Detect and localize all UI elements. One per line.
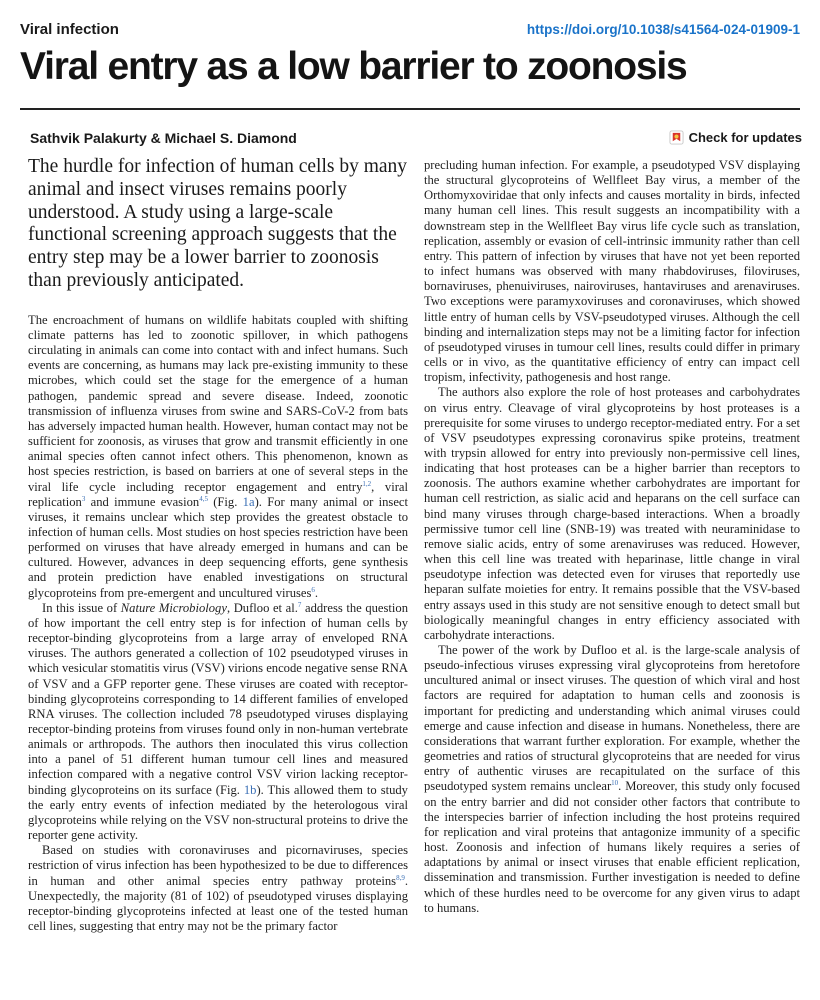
doi-link[interactable]: https://doi.org/10.1038/s41564-024-01909-1 (526, 21, 800, 37)
check-for-updates-button[interactable] (669, 130, 802, 145)
standfirst: The hurdle for infection of human cells by many animal and insect viruses remains poorly understood. A study using a large-scale functional screening approach suggests that the entry step may be a lower barrier to zoonosis than previously anticipated. (28, 156, 408, 291)
article-title: Viral entry as a low barrier to zoonosis (20, 45, 687, 88)
body-paragraph: precluding human infection. For example, a pseudotyped VSV displaying the structural glycoproteins of Wellfleet Bay virus, a member of the Orthomyxoviridae that only infects and causes mortality in birds, infected many human cell lines. This result suggests an incompatibility with a downstream step in the Wellfleet Bay virus life cycle such as translation, replication, assembly or evasion of cell-intrinsic immunity rather than cell entry. This pattern of infection by viruses that have not yet been reported to infect humans was observed with many rhabdoviruses, filoviruses, bornaviruses, phenuiviruses, nairoviruses, hantaviruses and arenaviruses. Two exceptions were paramyxoviruses and coronaviruses, which showed little entry of human cells by VSV-pseudotyped viruses. Although the cell binding and internalization steps may not be a limiting factor for infection of pseudotyped viruses in tumour cell lines, results could differ in primary cells or in vivo, as the quantitative efficiency of entry can impact cell tropism, infectivity, pathogenesis and host range. (424, 158, 800, 385)
body-paragraph: Based on studies with coronaviruses and picornaviruses, species restriction of virus infection has been hypothesized to be due to differences in human and other animal species entry pathway proteins$^{8,9}$. Unexpectedly, the majority (81 of 102) of pseudotyped viruses displaying receptor-binding glycoproteins infected at least one of the tested human cell lines, suggesting that entry may not be the primary factor (28, 843, 408, 934)
header-bar (20, 18, 800, 40)
reference-link[interactable]: 6 (311, 585, 315, 594)
left-column (28, 156, 408, 934)
right-column (424, 158, 800, 916)
check-updates-label: Check for updates (688, 130, 802, 145)
body-paragraph: The power of the work by Dufloo et al. is the large-scale analysis of pseudo-infectious viruses expressing viral glycoproteins from heretofore uncultured animal or insect viruses. The question of which viral and host factors are required for adaptation to human cells and zoonosis is important for predicting and understanding which animal viruses could emerge and cause infection and disease in humans. Nonetheless, there are considerations that warrant further exploration. For example, whether the geometries and ratios of structural glycoproteins that are needed for virus entry of authentic viruses are recapitulated on the surface of this pseudotyped system remains unclear$^{10}$. Moreover, this study only focused on the entry barrier and did not consider other factors that contribute to the interspecies barrier of infection including the host proteins required for replication and viral proteins that antagonize immunity of a specific host. Zoonosis and infection of humans likely requires a series of adaptations by animal or insect viruses that enable efficient replication, dissemination and transmission. Further investigation is needed to define which of these hurdles need to be overcome for any given virus to adapt to humans. (424, 643, 800, 915)
reference-link[interactable]: 3 (81, 494, 86, 503)
journal-name: Nature Microbiology (120, 600, 227, 615)
section-label: Viral infection (20, 20, 119, 38)
author-list: Sathvik Palakurty & Michael S. Diamond (30, 130, 297, 146)
figure-link[interactable]: 1a (242, 494, 255, 509)
reference-link[interactable]: 1,2 (362, 479, 372, 488)
body-paragraph: In this issue of Nature Microbiology, Dufloo et al.$^7$ address the question of how important the cell entry step is for infection of human cells by receptor-binding glycoproteins from a large array of enveloped RNA viruses. The authors generated a collection of 102 pseudotyped viruses in which vesicular stomatitis virus (VSV) virions encode negative sense RNA of VSV and a GFP reporter gene. These viruses are coated with receptor-binding glycoproteins corresponding to 14 different families of enveloped RNA viruses. The collection included 78 pseudotyped viruses displaying receptor-binding proteins from viruses found only in non-human vertebrate animals or arthropods. The authors then inoculated this virus collection into a panel of 51 different human tumour cell lines and measured infection compared with a negative control VSV virion lacking receptor-binding glycoproteins on its surface (Fig. 1b). This allowed them to study the early entry events of infection mediated by the heterologous viral glycoproteins while relying on the VSV non-structural proteins to drive the reporter gene activity. (28, 600, 409, 843)
reference-link[interactable]: 8,9 (396, 873, 405, 882)
check-updates-icon (669, 130, 684, 145)
reference-link[interactable]: 7 (297, 600, 302, 609)
body-paragraph: The encroachment of humans on wildlife habitats coupled with shifting climate patterns has led to zoonotic spillover, in which pathogens circulating in animals can come into contact with and infect humans. Such events are concerning, as humans may lack pre-existing immunity to these microbes, which could set the stage for the emergence of a human pathogen, pandemic spread and severe disease. Indeed, zoonotic transmission of influenza viruses from swine and SARS-CoV-2 from bats has adversely impacted human health. However, human contact may not be sufficient for zoonosis, as viruses that grow and transmit efficiently in one animal species often cannot infect others. This phenomenon, known as host species restriction, is based on barriers at one of several steps in the viral life cycle including receptor engagement and entry$^{1,2}$, viral replication$^3$ and immune evasion$^{4,5}$ (Fig. 1a). For many animal or insect viruses, it remains unclear which step provides the greatest obstacle to infection of human cells. Most studies on host species restriction have been performed on viruses that have already emerged in humans and can be cultured. However, advances in deep sequencing efforts, gene synthesis and protein prediction have enabled investigations on structural glycoproteins from pre-emergent and uncultured viruses$^6$. (28, 312, 408, 600)
figure-link[interactable]: 1b (243, 782, 257, 797)
title-divider (20, 108, 800, 110)
reference-link[interactable]: 4,5 (199, 494, 208, 503)
body-paragraph: The authors also explore the role of host proteases and carbohydrates on virus entry. Cleavage of viral glycoproteins by host proteases is a prerequisite for some viruses to undergo receptor-mediated entry. For a set of VSV pseudotypes expressing coronavirus spike proteins, treatment with trypsin allowed for entry into previously non-permissive cell lines, indicating that host proteases can be a higher barrier than receptors to zoonosis. The authors examine whether carbohydrates are important for human cell restriction, as sialic acid and heparans on the cell surface can bind many viruses through charge-based interactions. When a broadly permissive tumor cell line (SNB-19) was treated with neuraminidase to remove sialic acids, entry of some arenaviruses was reduced. However, when this cell line was treated with heparinase, little change in viral pseudotype infection was detected even for viruses that reportedly use heparan sulfate moieties for entry. It remains possible that the VSV-based entry assays used in this study are not sensitive enough to detect small but biologically meaningful changes in entry efficiency associated with carbohydrate interactions. (424, 385, 800, 642)
reference-link[interactable]: 10 (611, 779, 619, 788)
